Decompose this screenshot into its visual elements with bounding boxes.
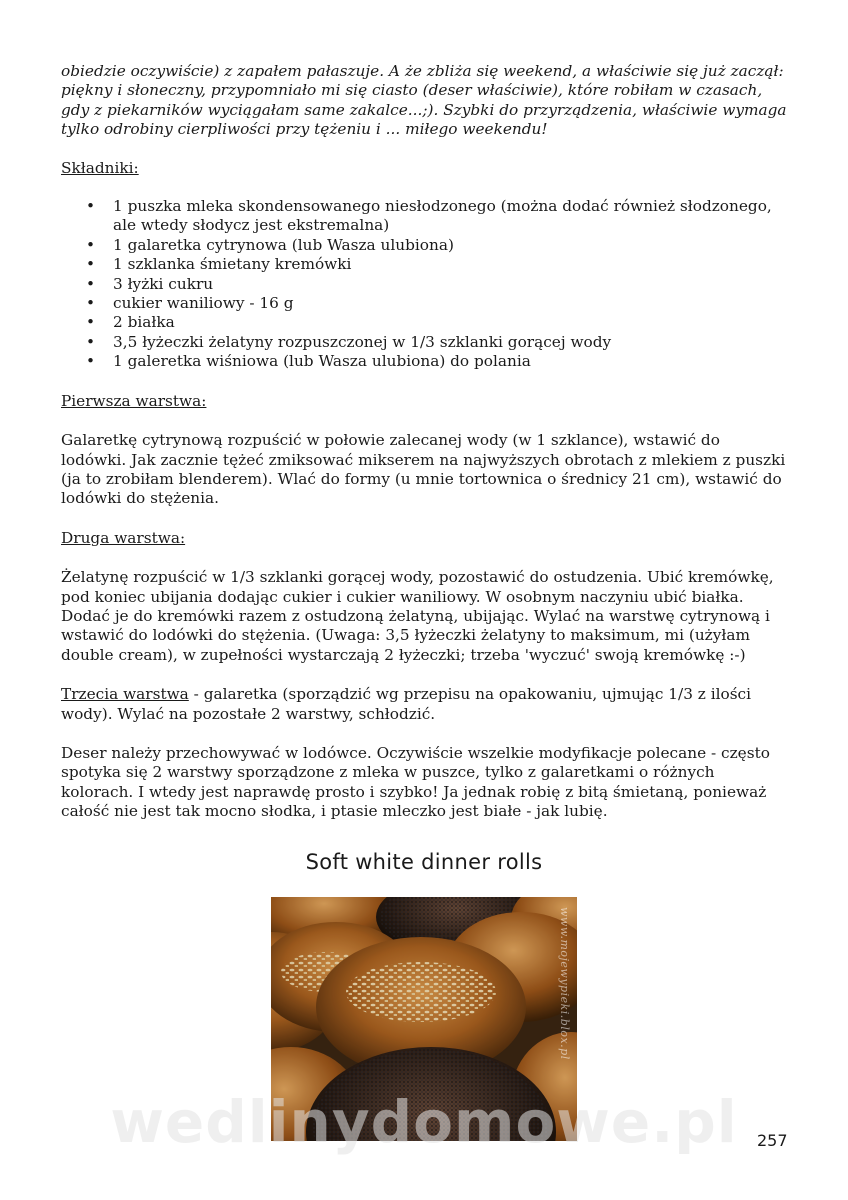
list-item: • cukier waniliowy - 16 g — [113, 294, 789, 313]
layer2-heading: Druga warstwa: — [61, 528, 186, 547]
recipe-title: Soft white dinner rolls — [305, 850, 543, 874]
layer3-heading: Trzecia warstwa — [61, 685, 189, 704]
rolls-photo-illustration — [271, 897, 577, 1141]
list-item: • 3 łyżki cukru — [113, 275, 789, 294]
photo-credit: www.mojewypieki.blox.pl — [558, 907, 571, 1060]
list-item: • 1 galaretka cytrynowa (lub Wasza ulubiona) — [113, 236, 789, 255]
ingredients-heading: Składniki: — [61, 158, 139, 177]
recipe-text — [61, 62, 789, 822]
list-item: • 1 puszka mleka skondensowanego niesłodzonego (można dodać również słodzonego, ale wtedy słodycz jest ekstremalna) — [113, 197, 789, 236]
layer2-text: Żelatynę rozpuścić w 1/3 szklanki gorącej wody, pozostawić do ostudzenia. Ubić kremówkę, pod koniec ubijania dodając cukier i cukier waniliowy. W osobnym naczyniu ubić białka. Dodać je do kremówki razem z ostudzoną żelatyną, ubijając. Wylać na warstwę cytrynową i wstawić do lodówki do stężenia. (Uwaga: 3,5 łyżeczki żelatyny to maksimum, mi (użyłam double cream), w zupełności wystarczają 2 łyżeczki; trzeba 'wyczuć' swoją kremówkę :-) — [61, 568, 774, 664]
layer3-text: - galaretka (sporządzić wg przepisu na opakowaniu, ujmując 1/3 z ilości wody). Wylać na pozostałe 2 warstwy, schłodzić. — [61, 685, 752, 723]
list-item: • 1 szklanka śmietany kremówki — [113, 255, 789, 274]
layer1-text: Galaretkę cytrynową rozpuścić w połowie zalecanej wody (w 1 szklance), wstawić do lodówki. Jak zacznie tężeć zmiksować mikserem na najwyższych obrotach z mlekiem z puszki (ja to zrobiłam blenderem). Wlać do formy (u mnie tortownica o średnicy 21 cm), wstawić do lodówki do stężenia. — [61, 431, 786, 508]
list-item: • 1 galeretka wiśniowa (lub Wasza ulubiona) do polania — [113, 352, 789, 371]
layer1-heading: Pierwsza warstwa: — [61, 391, 207, 410]
closing-paragraph: Deser należy przechowywać w lodówce. Oczywiście wszelkie modyfikacje polecane - często spotyka się 2 warstwy sporządzone z mleka w puszce, tylko z galaretkami o różnych kolorach. I wtedy jest naprawdę prosto i szybko! Ja jednak robię z bitą śmietaną, ponieważ całość nie jest tak mocno słodka, i ptasie mleczko jest białe - jak lubię. — [61, 743, 770, 821]
list-item: • 2 białka — [113, 313, 789, 332]
watermark: wedlinydomowe.pl — [110, 1088, 738, 1156]
intro-paragraph: obiedzie oczywiście) z zapałem pałaszuje. A że zbliża się weekend, a właściwie się już zaczął: piękny i słoneczny, przypomniało mi się ciasto (deser właściwie), które robiłam w czasach, gdy z piekarników wyciągałam same zakalce...;). Szybki do przyrządzenia, właściwie wymaga tylko odrobiny cierpliwości przy tężeniu i ... miłego weekendu! — [61, 62, 787, 139]
layer3-paragraph — [61, 685, 789, 724]
list-item: • 3,5 łyżeczki żelatyny rozpuszczonej w 1/3 szklanki gorącej wody — [113, 333, 789, 352]
page-number: 257 — [757, 1131, 788, 1150]
ingredients-list — [61, 197, 789, 372]
rolls-photo — [271, 897, 577, 1141]
